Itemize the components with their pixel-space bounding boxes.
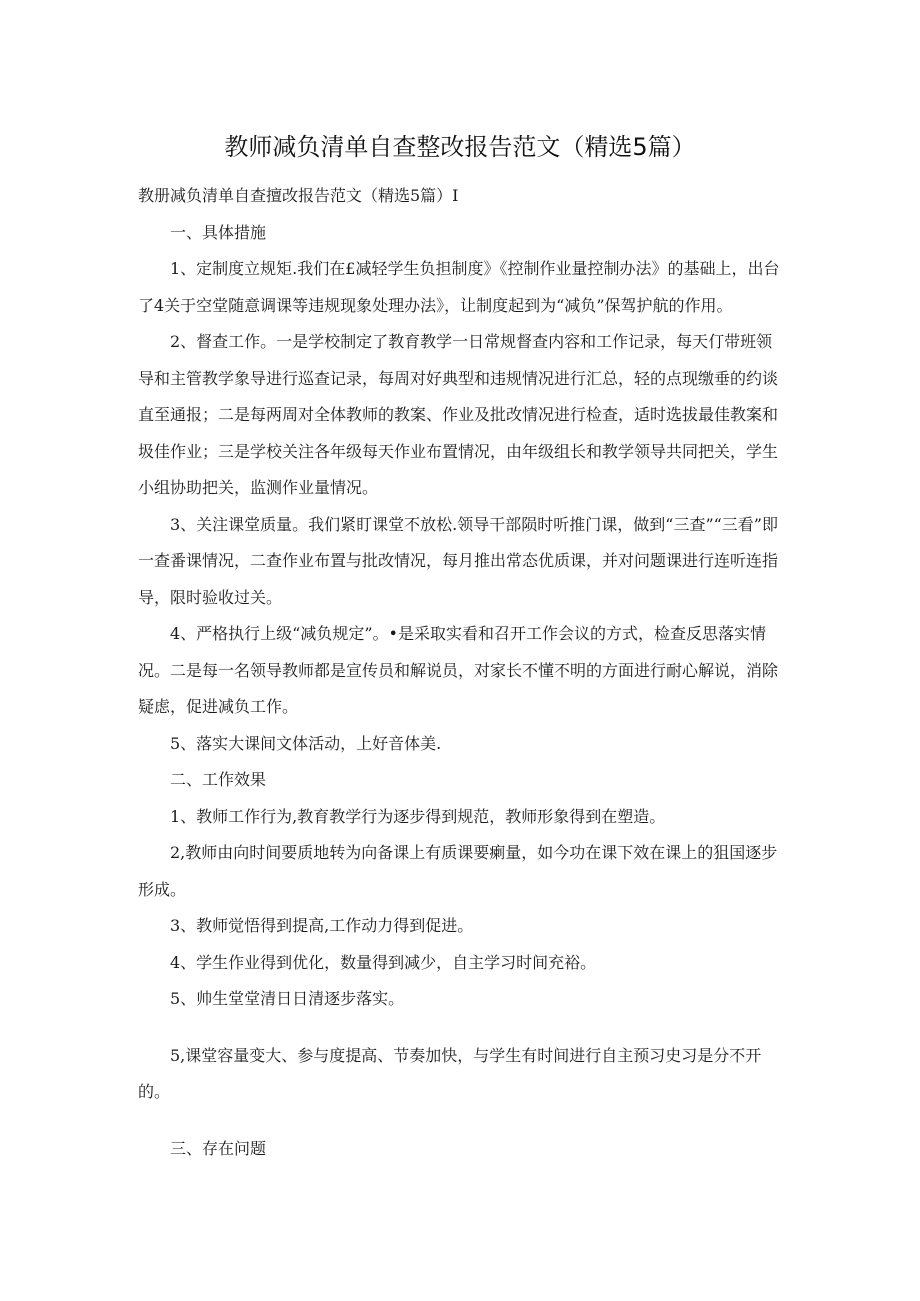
paragraph-measure-3: 3、关注课堂质量。我们紧盯课堂不放松.领导干部陨时听推门课，做到“三查”“三看”即一查番课情况，二查作业布置与批改情况，每月推出常态优质课，并对问题课进行连听连指导，限时验收过关。: [138, 514, 779, 607]
paragraph-effect-1: 1、教师工作行为,教育教学行为逐步得到规范，教师形象得到在塑造。: [170, 806, 666, 826]
paragraph-measure-4: 4、严格执行上级“减负规定”。•是采取实看和召开工作会议的方式，检查反思落实情况。二是每一名领导教师都是宣传员和解说员，对家长不懂不明的方面进行耐心解说，消除疑虑，促进减负工作。: [138, 624, 779, 716]
section-heading-problems: 三、存在问题: [170, 1138, 267, 1158]
paragraph-effect-3: 3、教师觉悟得到提高,工作动力得到促进。: [170, 916, 474, 935]
paragraph-effect-6: 5,课堂容量变大、参与度提高、节奏加快，与学生有时间进行自主预习史习是分不开的。: [138, 1045, 762, 1101]
document-body: [138, 178, 788, 1167]
document-title: 教师减负清单自查整改报告范文（精选5篇）: [224, 133, 696, 161]
paragraph-effect-5: 5、帅生堂堂清日日清逐步落实。: [170, 989, 405, 1008]
section-heading-effects: 二、工作效果: [170, 770, 267, 789]
paragraph-measure-1: 1、定制度立规矩.我们在£减轻学生负担制度》《控制作业量控制办法》的基础上，出台了4关于空堂随意调课等违规现象处理办法》，让制度起到为“减负”保驾护航的作用。: [138, 259, 780, 315]
section-heading-measures: 一、具体措施: [170, 222, 267, 242]
paragraph-measure-5: 5、落实大课间文体活动，上好音体美.: [170, 733, 442, 753]
paragraph-effect-2: 2,教师由向时间要质地转为向备课上有质课要瘌量，如今功在课下效在课上的狙国逐步形成。: [138, 843, 778, 899]
paragraph-effect-4: 4、学生作业得到优化，数量得到减少，自主学习时间充裕。: [170, 952, 597, 972]
document-subtitle: 教册减负清单自查擅改报告范文（精选5篇）I: [138, 186, 459, 205]
paragraph-measure-2: 2、督查工作。一是学校制定了教育教学一日常规督查内容和工作记录，每天仃带班领导和主管教学象导进行巡查记录，每周对好典型和违规情况进行汇总，轻的点现缴垂的约谈直至通报；二是每两周对全体教师的教案、作业及批改情况进行检查，适时选拔最佳教案和圾佳作业；三是学校关注各年级每天作业布置情况，由年级组长和教学领导共同把关，学生小组协助把关，监测作业量情况。: [138, 332, 779, 497]
